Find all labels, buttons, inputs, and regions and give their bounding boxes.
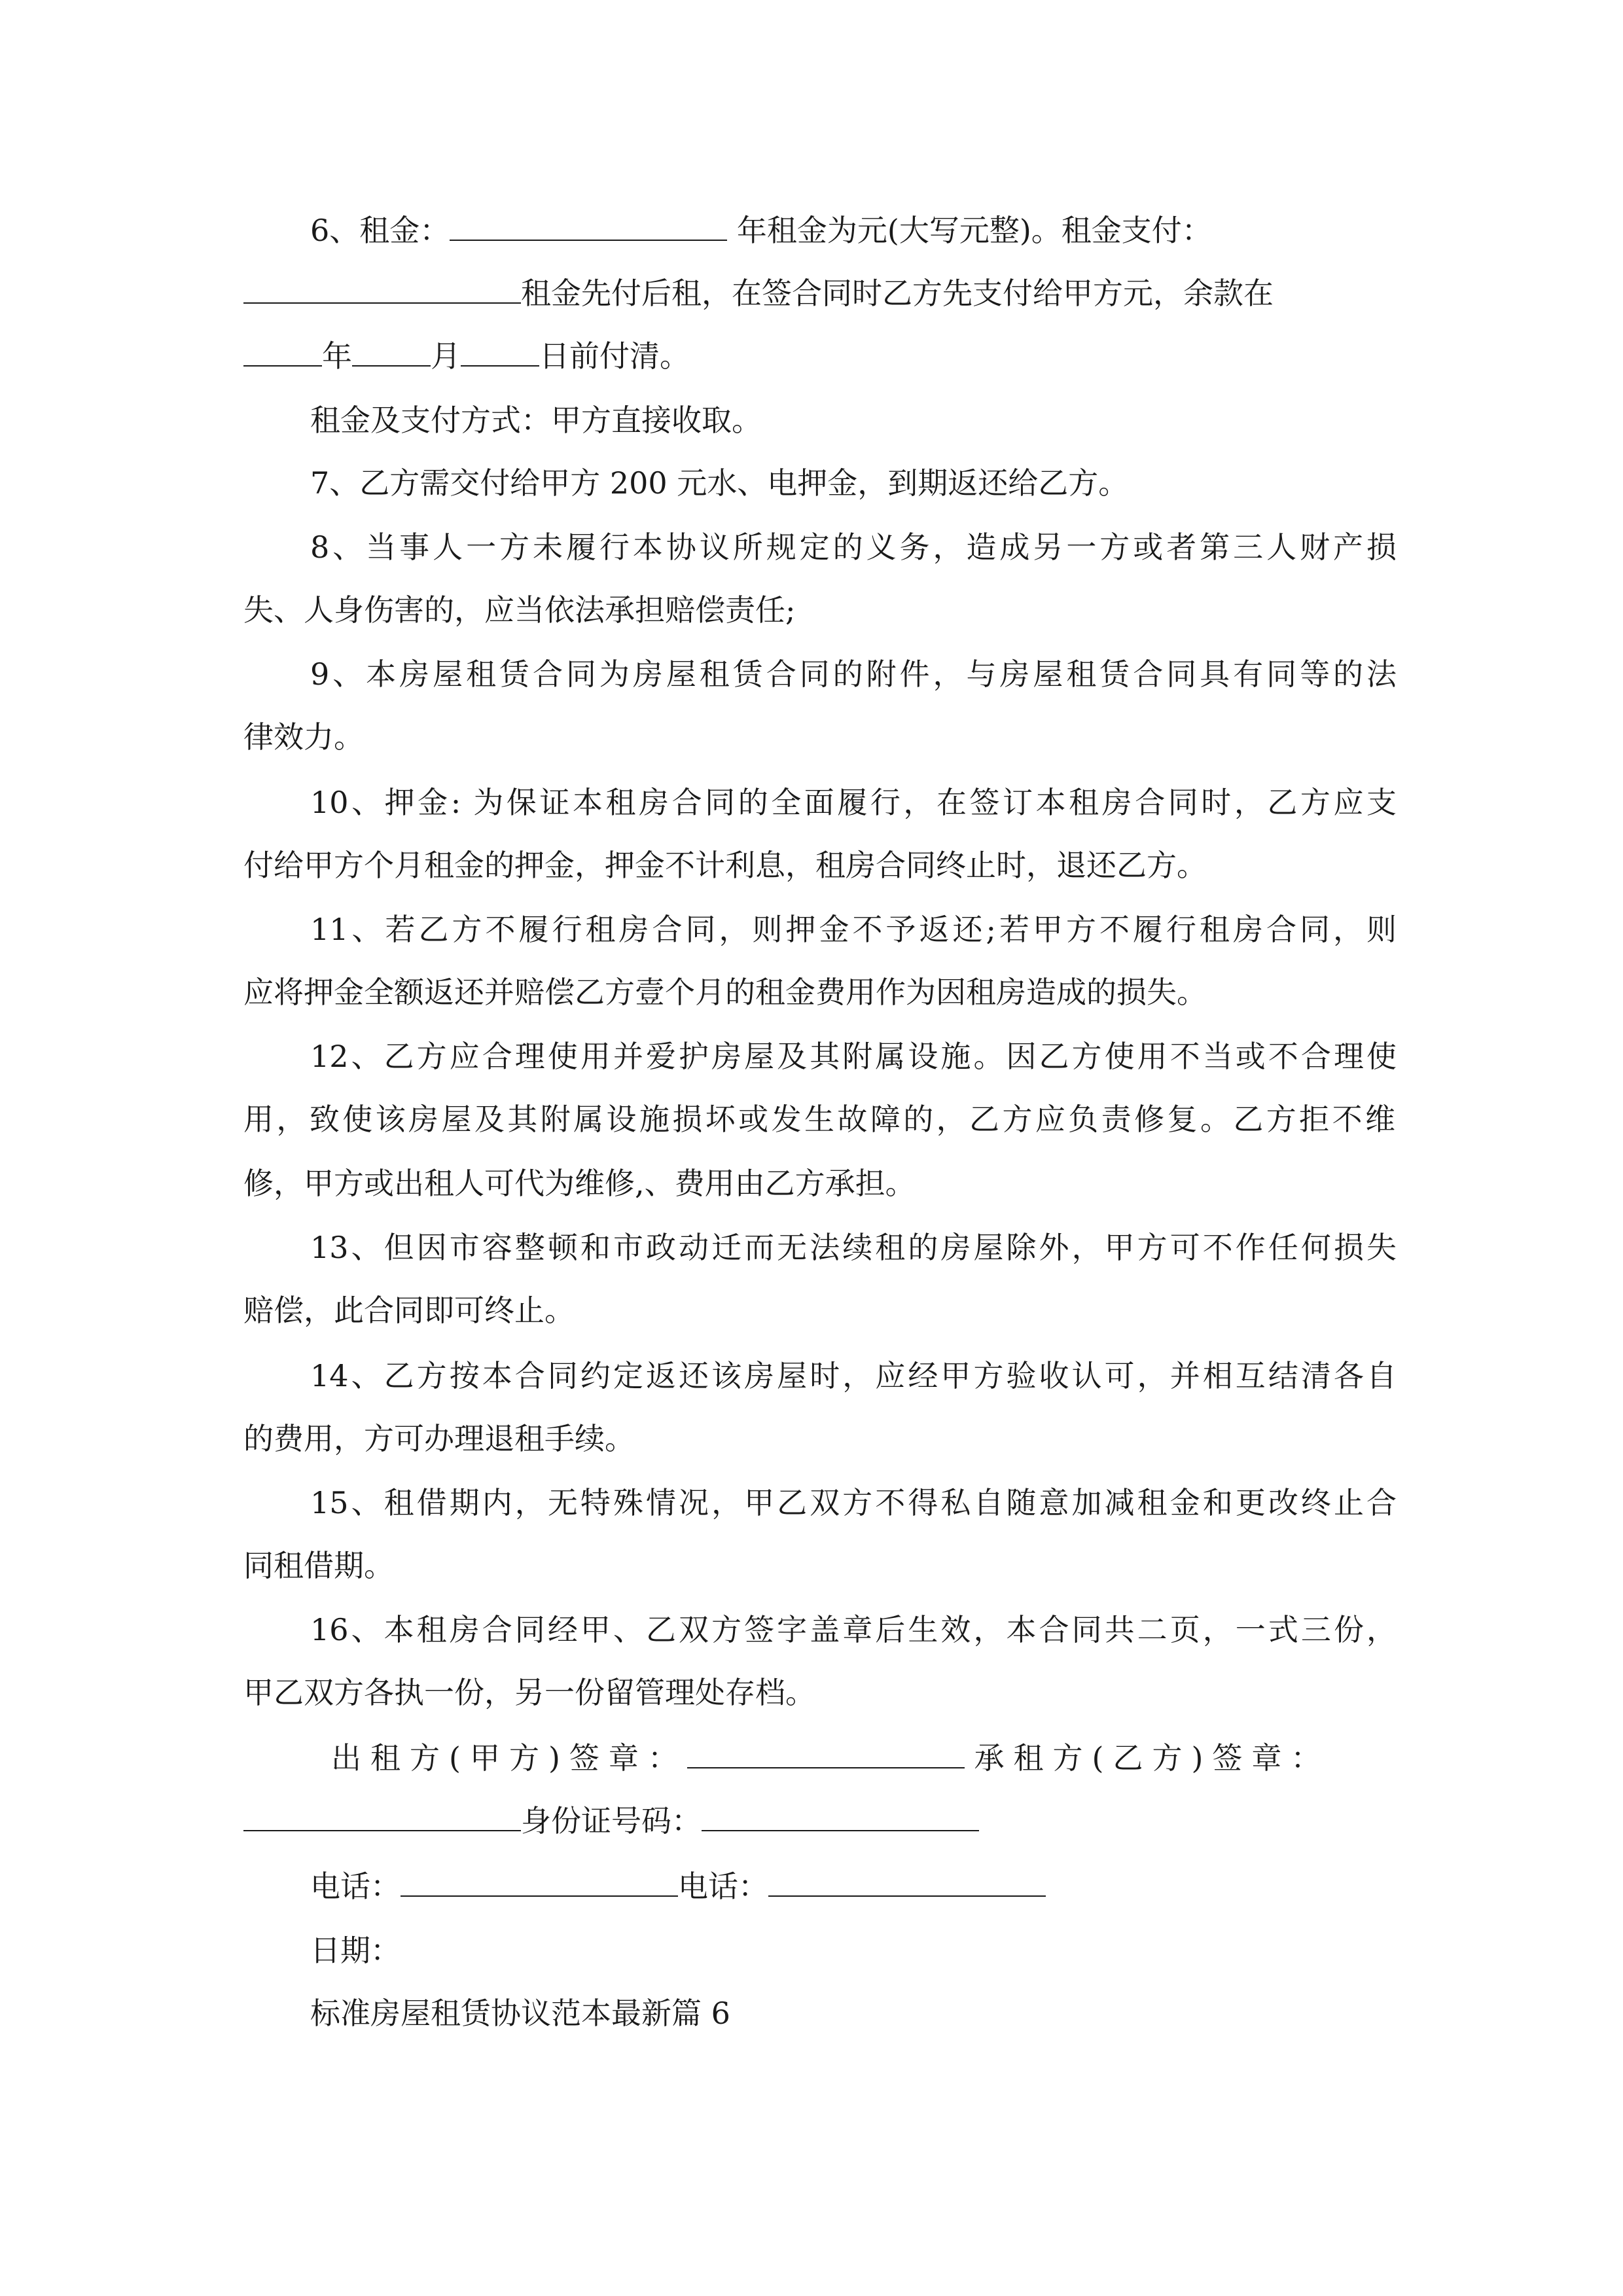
clause-6-text-b: 租金先付后租，在签合同时乙方先支付给甲方元，余款在 [521, 276, 1274, 311]
lessor-sign-label: 出租方(甲方)签章： [331, 1740, 687, 1776]
lessee-phone-label: 电话： [678, 1869, 768, 1904]
clause-6-line-3 [243, 336, 1395, 376]
id-number-label: 身份证号码： [521, 1803, 702, 1839]
clause-8-line-1: 8、当事人一方未履行本协议所规定的义务，造成另一方或者第三人财产损 [310, 529, 1397, 565]
clause-11-line-1: 11、若乙方不履行租房合同，则押金不予返还;若甲方不履行租房合同，则 [310, 912, 1397, 947]
clause-14-line-2: 的费用，方可办理退租手续。 [243, 1421, 635, 1456]
clause-12-line-3: 修，甲方或出租人可代为维修,、费用由乙方承担。 [243, 1166, 916, 1201]
clause-16-line-2: 甲乙双方各执一份，另一份留管理处存档。 [243, 1675, 815, 1710]
clause-16-line-1: 16、本租房合同经甲、乙双方签字盖章后生效，本合同共二页，一式三份， [310, 1612, 1397, 1647]
day-blank [461, 336, 539, 367]
clause-10-line-1: 10、押金: 为保证本租房合同的全面履行，在签订本租房合同时，乙方应支 [310, 785, 1397, 820]
clause-13-line-2: 赔偿，此合同即可终止。 [243, 1293, 575, 1328]
clause-6-text-a: 年租金为元(大写元整)。租金支付： [736, 213, 1212, 248]
id-number-blank [702, 1801, 979, 1831]
day-label: 日前付清。 [539, 338, 690, 374]
phone-line [310, 1867, 1397, 1906]
clause-12-line-2: 用，致使该房屋及其附属设施损坏或发生故障的，乙方应负责修复。乙方拒不维 [243, 1102, 1395, 1137]
next-section-title: 标准房屋租赁协议范本最新篇 6 [310, 1996, 730, 2031]
clause-9-line-2: 律效力。 [243, 719, 364, 755]
clause-10-line-2: 付给甲方个月租金的押金，押金不计利息，租房合同终止时，退还乙方。 [243, 848, 1207, 883]
clause-15-line-1: 15、租借期内，无特殊情况，甲乙双方不得私自随意加减租金和更改终止合 [310, 1485, 1397, 1520]
clause-7: 7、乙方需交付给甲方 200 元水、电押金，到期返还给乙方。 [310, 465, 1129, 501]
lessee-phone-blank [768, 1867, 1046, 1897]
clause-14-line-1: 14、乙方按本合同约定返还该房屋时，应经甲方验收认可，并相互结清各自 [310, 1358, 1397, 1393]
month-blank [352, 336, 431, 367]
clause-13-line-1: 13、但因市容整顿和市政动迁而无法续租的房屋除外，甲方可不作任何损失 [310, 1230, 1397, 1265]
payment-method: 租金及支付方式：甲方直接收取。 [310, 403, 762, 438]
clause-6-label: 6、租金： [310, 213, 450, 248]
clause-8-line-2: 失、人身伤害的，应当依法承担赔偿责任; [243, 592, 796, 628]
clause-6-line-2 [243, 274, 1395, 313]
signature-line-1 [331, 1738, 1398, 1778]
rent-blank [450, 211, 727, 241]
lessor-sign-blank [687, 1738, 965, 1768]
clause-9-line-1: 9、本房屋租赁合同为房屋租赁合同的附件，与房屋租赁合同具有同等的法 [310, 656, 1397, 692]
lessor-phone-blank [401, 1867, 678, 1897]
clause-15-line-2: 同租借期。 [243, 1548, 394, 1583]
payment-blank [243, 274, 521, 304]
signature-line-2 [243, 1801, 1395, 1840]
clause-12-line-1: 12、乙方应合理使用并爱护房屋及其附属设施。因乙方使用不当或不合理使 [310, 1039, 1397, 1074]
clause-11-line-2: 应将押金全额返还并赔偿乙方壹个月的租金费用作为因租房造成的损失。 [243, 975, 1207, 1010]
clause-6-line-1 [310, 211, 1397, 250]
lessor-phone-label: 电话： [310, 1869, 401, 1904]
date-label: 日期： [310, 1933, 401, 1968]
month-label: 月 [431, 338, 461, 374]
year-label: 年 [322, 338, 352, 374]
lessee-sign-label: 承租方(乙方)签章： [974, 1740, 1330, 1776]
lessee-sign-blank [243, 1801, 521, 1831]
year-blank [243, 336, 322, 367]
